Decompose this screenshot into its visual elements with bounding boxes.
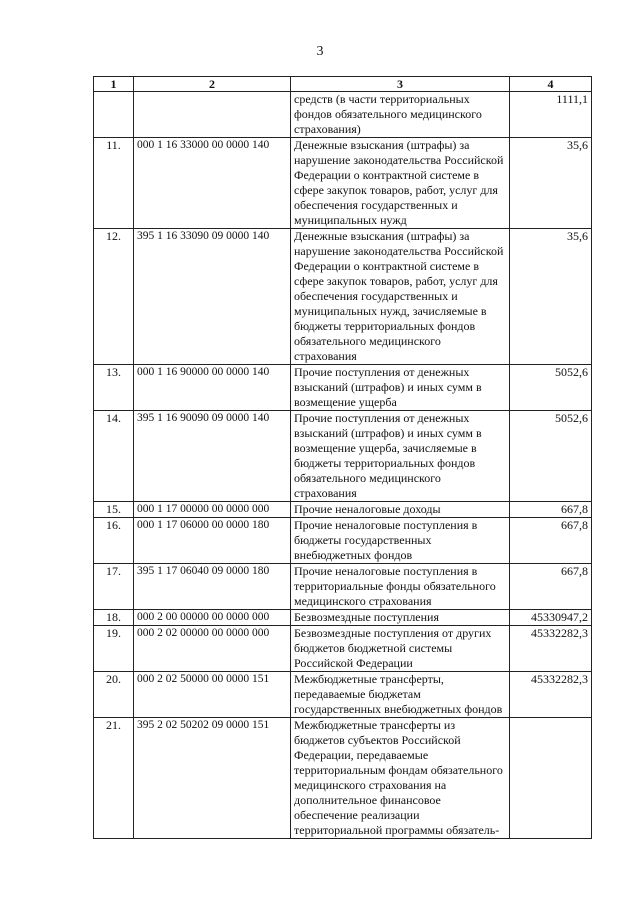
amount: 35,6 xyxy=(510,229,592,365)
item-name: Денежные взыскания (штрафы) за нарушение законодательства Российской Федерации о контрактной системе в сфере закупок товаров, работ, услуг для обеспечения государственных и муниципальных нужд xyxy=(291,138,510,229)
table-row xyxy=(94,718,592,839)
amount: 45330947,2 xyxy=(510,610,592,626)
budget-code: 000 2 02 00000 00 0000 000 xyxy=(134,626,291,672)
amount: 45332282,3 xyxy=(510,672,592,718)
item-name: Денежные взыскания (штрафы) за нарушение законодательства Российской Федерации о контрактной системе в сфере закупок товаров, работ, услуг для обеспечения государственных и муниципальных нужд, зачисляемые в бюджеты территориальных фондов обязательного медицинского страхования xyxy=(291,229,510,365)
budget-code: 000 1 16 33000 00 0000 140 xyxy=(134,138,291,229)
row-number: 15. xyxy=(94,502,134,518)
table-row xyxy=(94,229,592,365)
row-number: 20. xyxy=(94,672,134,718)
table-row xyxy=(94,92,592,138)
row-number: 21. xyxy=(94,718,134,839)
table-row xyxy=(94,411,592,502)
row-number: 14. xyxy=(94,411,134,502)
budget-code: 000 1 17 00000 00 0000 000 xyxy=(134,502,291,518)
amount xyxy=(510,718,592,839)
table-row xyxy=(94,365,592,411)
header-col-2: 2 xyxy=(134,77,291,92)
item-name: Прочие неналоговые доходы xyxy=(291,502,510,518)
item-name: Прочие неналоговые поступления в территориальные фонды обязательного медицинского страхования xyxy=(291,564,510,610)
header-col-4: 4 xyxy=(510,77,592,92)
item-name: Межбюджетные трансферты из бюджетов субъектов Российской Федерации, передаваемые территориальным фондам обязательного медицинского страхования на дополнительное финансовое обеспечение реализации территориальной программы обязатель- xyxy=(291,718,510,839)
page-number: 3 xyxy=(316,44,324,59)
row-number: 19. xyxy=(94,626,134,672)
table-row xyxy=(94,138,592,229)
row-number: 11. xyxy=(94,138,134,229)
item-name: Межбюджетные трансферты, передаваемые бюджетам государственных внебюджетных фондов xyxy=(291,672,510,718)
table-header xyxy=(94,77,592,92)
budget-code: 395 1 16 33090 09 0000 140 xyxy=(134,229,291,365)
row-number: 16. xyxy=(94,518,134,564)
budget-code: 395 2 02 50202 09 0000 151 xyxy=(134,718,291,839)
item-name: Прочие поступления от денежных взысканий (штрафов) и иных сумм в возмещение ущерба, зачисляемые в бюджеты территориальных фондов обязательного медицинского страхования xyxy=(291,411,510,502)
amount: 667,8 xyxy=(510,518,592,564)
header-col-3: 3 xyxy=(291,77,510,92)
amount: 667,8 xyxy=(510,564,592,610)
table-row xyxy=(94,502,592,518)
budget-code: 000 1 17 06000 00 0000 180 xyxy=(134,518,291,564)
budget-code: 395 1 17 06040 09 0000 180 xyxy=(134,564,291,610)
amount: 5052,6 xyxy=(510,411,592,502)
item-name: Прочие неналоговые поступления в бюджеты государственных внебюджетных фондов xyxy=(291,518,510,564)
table-row xyxy=(94,672,592,718)
amount: 35,6 xyxy=(510,138,592,229)
amount: 667,8 xyxy=(510,502,592,518)
item-name: Безвозмездные поступления от других бюджетов бюджетной системы Российской Федерации xyxy=(291,626,510,672)
row-number xyxy=(94,92,134,138)
item-name: средств (в части территориальных фондов обязательного медицинского страхования) xyxy=(291,92,510,138)
budget-code: 000 2 02 50000 00 0000 151 xyxy=(134,672,291,718)
row-number: 18. xyxy=(94,610,134,626)
budget-code xyxy=(134,92,291,138)
table-row xyxy=(94,610,592,626)
table-row xyxy=(94,626,592,672)
item-name: Прочие поступления от денежных взысканий (штрафов) и иных сумм в возмещение ущерба xyxy=(291,365,510,411)
budget-code: 395 1 16 90090 09 0000 140 xyxy=(134,411,291,502)
item-name: Безвозмездные поступления xyxy=(291,610,510,626)
header-col-1: 1 xyxy=(94,77,134,92)
budget-code: 000 2 00 00000 00 0000 000 xyxy=(134,610,291,626)
row-number: 13. xyxy=(94,365,134,411)
budget-table xyxy=(93,76,592,839)
row-number: 12. xyxy=(94,229,134,365)
table-row xyxy=(94,564,592,610)
budget-code: 000 1 16 90000 00 0000 140 xyxy=(134,365,291,411)
row-number: 17. xyxy=(94,564,134,610)
table-row xyxy=(94,518,592,564)
amount: 45332282,3 xyxy=(510,626,592,672)
amount: 1111,1 xyxy=(510,92,592,138)
amount: 5052,6 xyxy=(510,365,592,411)
